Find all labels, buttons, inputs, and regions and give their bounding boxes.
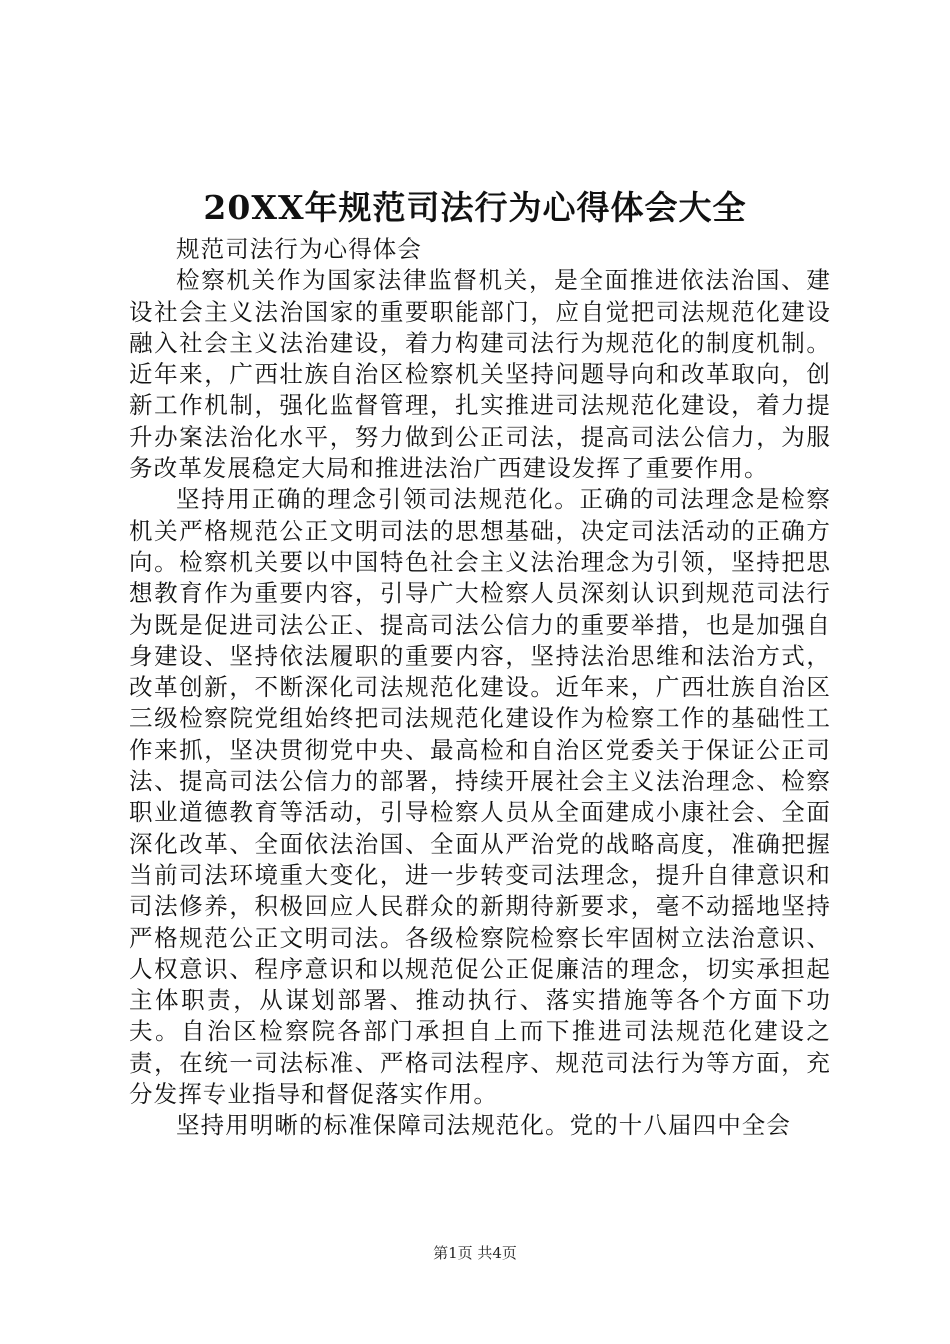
document-subtitle: 规范司法行为心得体会 — [176, 235, 422, 263]
body-paragraph-1: 检察机关作为国家法律监督机关，是全面推进依法治国、建设社会主义法治国家的重要职能部门，应自觉把司法规范化建设融入社会主义法治建设，着力构建司法行为规范化的制度机制。近年来，广西壮族自治区检察机关坚持问题导向和改革取向，创新工作机制，强化监督管理，扎实推进司法规范化建设，着力提升办案法治化水平，努力做到公正司法，提高司法公信力，为服务改革发展稳定大局和推进法治广西建设发挥了重要作用。 — [129, 266, 831, 483]
document-body — [129, 234, 831, 1142]
body-paragraph-3: 坚持用明晰的标准保障司法规范化。党的十八届四中全会 — [176, 1111, 791, 1140]
page-number-footer: 第1页 共4页 — [433, 1244, 517, 1262]
document-title: 20XX年规范司法行为心得体会大全 — [203, 188, 747, 227]
body-paragraph-2: 坚持用正确的理念引领司法规范化。正确的司法理念是检察机关严格规范公正文明司法的思想基础，决定司法活动的正确方向。检察机关要以中国特色社会主义法治理念为引领，坚持把思想教育作为重要内容，引导广大检察人员深刻认识到规范司法行为既是促进司法公正、提高司法公信力的重要举措，也是加强自身建设、坚持依法履职的重要内容，坚持法治思维和法治方式，改革创新，不断深化司法规范化建设。近年来，广西壮族自治区三级检察院党组始终把司法规范化建设作为检察工作的基础性工作来抓，坚决贯彻党中央、最高检和自治区党委关于保证公正司法、提高司法公信力的部署，持续开展社会主义法治理念、检察职业道德教育等活动，引导检察人员从全面建成小康社会、全面深化改革、全面依法治国、全面从严治党的战略高度，准确把握当前司法环境重大变化，进一步转变司法理念，提升自律意识和司法修养，积极回应人民群众的新期待新要求，毫不动摇地坚持严格规范公正文明司法。各级检察院检察长牢固树立法治意识、人权意识、程序意识和以规范促公正促廉洁的理念，切实承担起主体职责，从谋划部署、推动执行、落实措施等各个方面下功夫。自治区检察院各部门承担自上而下推进司法规范化建设之责，在统一司法标准、严格司法程序、规范司法行为等方面，充分发挥专业指导和督促落实作用。 — [129, 485, 831, 1109]
